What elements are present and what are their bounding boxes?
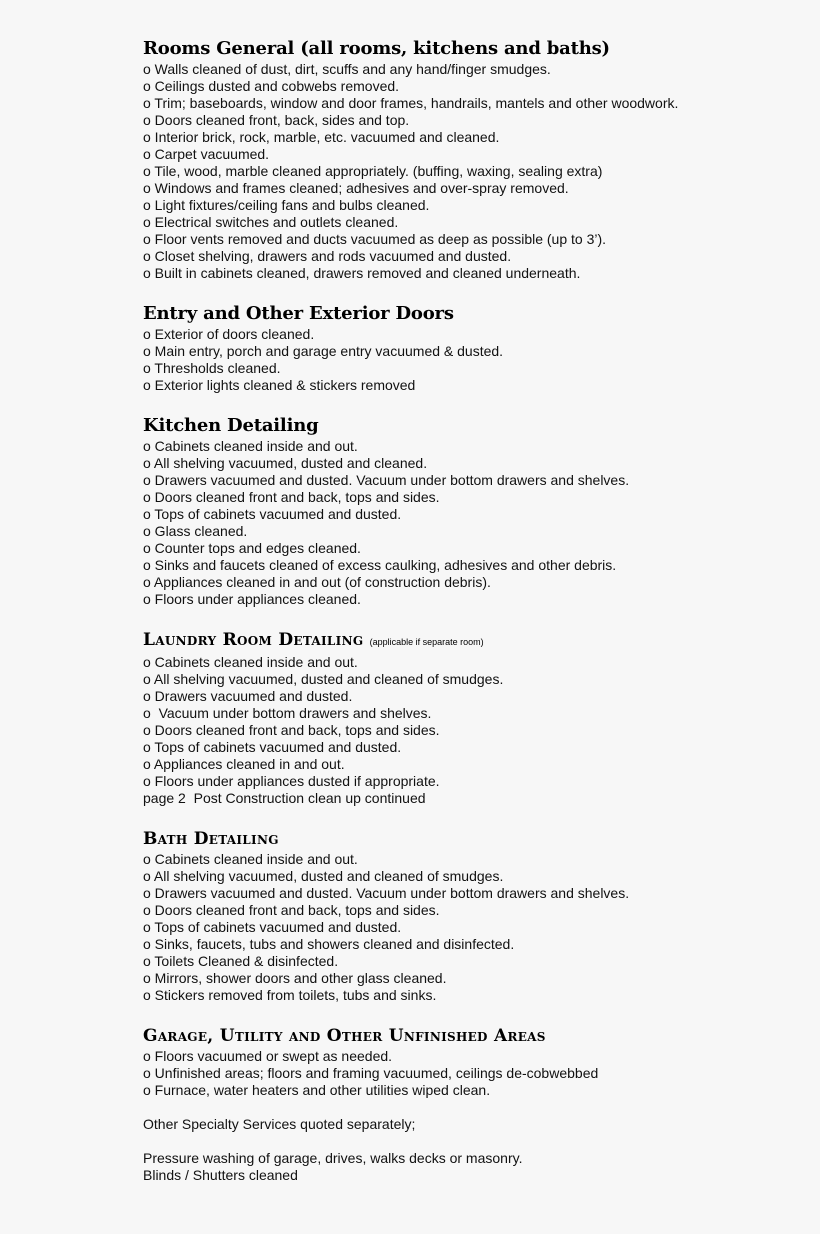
spacer bbox=[143, 1133, 803, 1150]
list-item: o All shelving vacuumed, dusted and cleaned. bbox=[143, 455, 428, 471]
list-item: o Carpet vacuumed. bbox=[143, 146, 270, 162]
list-item: o Floor vents removed and ducts vacuumed as deep as possible (up to 3’). bbox=[143, 231, 607, 247]
list-item: o Tops of cabinets vacuumed and dusted. bbox=[143, 506, 402, 522]
list-item: o Drawers vacuumed and dusted. Vacuum under bottom drawers and shelves. bbox=[143, 885, 630, 901]
document-page bbox=[143, 37, 803, 1184]
list-item: o Doors cleaned front and back, tops and sides. bbox=[143, 489, 440, 505]
checklist bbox=[143, 438, 803, 608]
section-note: (applicable if separate room) bbox=[369, 637, 484, 647]
checklist bbox=[143, 326, 803, 394]
list-item: o Doors cleaned front and back, tops and sides. bbox=[143, 902, 440, 918]
list-item: o Light fixtures/ceiling fans and bulbs cleaned. bbox=[143, 197, 430, 213]
list-item: o Trim; baseboards, window and door frames, handrails, mantels and other woodwork. bbox=[143, 95, 679, 111]
page-marker: page 2 Post Construction clean up continued bbox=[143, 790, 426, 806]
list-item: o Main entry, porch and garage entry vacuumed & dusted. bbox=[143, 343, 504, 359]
list-item: o Cabinets cleaned inside and out. bbox=[143, 654, 358, 670]
list-item: o Toilets Cleaned & disinfected. bbox=[143, 953, 339, 969]
list-item: o Doors cleaned front, back, sides and top. bbox=[143, 112, 410, 128]
section-heading: Rooms General (all rooms, kitchens and baths) bbox=[143, 38, 610, 59]
list-item: o All shelving vacuumed, dusted and cleaned of smudges. bbox=[143, 671, 504, 687]
list-item: o All shelving vacuumed, dusted and cleaned of smudges. bbox=[143, 868, 504, 884]
section-heading-text: Laundry Room Detailing bbox=[143, 630, 364, 650]
spacer bbox=[143, 1099, 803, 1116]
section-heading: Entry and Other Exterior Doors bbox=[143, 303, 454, 324]
section-heading bbox=[143, 628, 803, 654]
section-kitchen bbox=[143, 414, 803, 608]
list-item: o Mirrors, shower doors and other glass cleaned. bbox=[143, 970, 447, 986]
list-item: o Sinks and faucets cleaned of excess caulking, adhesives and other debris. bbox=[143, 557, 617, 573]
list-item: o Drawers vacuumed and dusted. bbox=[143, 688, 353, 704]
list-item: o Appliances cleaned in and out (of construction debris). bbox=[143, 574, 491, 590]
list-item: o Cabinets cleaned inside and out. bbox=[143, 851, 358, 867]
specialty-item: Blinds / Shutters cleaned bbox=[143, 1167, 298, 1183]
section-laundry bbox=[143, 628, 803, 807]
list-item: o Built in cabinets cleaned, drawers removed and cleaned underneath. bbox=[143, 265, 581, 281]
checklist bbox=[143, 654, 803, 807]
list-item: o Ceilings dusted and cobwebs removed. bbox=[143, 78, 400, 94]
list-item: o Drawers vacuumed and dusted. Vacuum under bottom drawers and shelves. bbox=[143, 472, 630, 488]
list-item: o Tile, wood, marble cleaned appropriately. (buffing, waxing, sealing extra) bbox=[143, 163, 603, 179]
list-item: o Exterior lights cleaned & stickers removed bbox=[143, 377, 416, 393]
specialty-intro: Other Specialty Services quoted separately; bbox=[143, 1116, 416, 1132]
list-item: o Tops of cabinets vacuumed and dusted. bbox=[143, 919, 402, 935]
list-item: o Floors under appliances dusted if appropriate. bbox=[143, 773, 440, 789]
section-heading: Garage, Utility and Other Unfinished Areas bbox=[143, 1026, 546, 1046]
list-item: o Exterior of doors cleaned. bbox=[143, 326, 315, 342]
section-bath bbox=[143, 827, 803, 1004]
list-item: o Appliances cleaned in and out. bbox=[143, 756, 345, 772]
checklist bbox=[143, 61, 803, 282]
list-item: o Stickers removed from toilets, tubs and sinks. bbox=[143, 987, 437, 1003]
list-item: o Windows and frames cleaned; adhesives and over-spray removed. bbox=[143, 180, 569, 196]
list-item: o Glass cleaned. bbox=[143, 523, 248, 539]
list-item: o Counter tops and edges cleaned. bbox=[143, 540, 361, 556]
list-item: o Walls cleaned of dust, dirt, scuffs and any hand/finger smudges. bbox=[143, 61, 551, 77]
list-item: o Floors vacuumed or swept as needed. bbox=[143, 1048, 393, 1064]
list-item: o Floors under appliances cleaned. bbox=[143, 591, 361, 607]
list-item: o Thresholds cleaned. bbox=[143, 360, 281, 376]
list-item: o Tops of cabinets vacuumed and dusted. bbox=[143, 739, 402, 755]
section-heading: Kitchen Detailing bbox=[143, 415, 319, 436]
list-item: o Doors cleaned front and back, tops and sides. bbox=[143, 722, 440, 738]
section-heading: Bath Detailing bbox=[143, 829, 279, 849]
checklist bbox=[143, 851, 803, 1004]
list-item: o Vacuum under bottom drawers and shelves. bbox=[143, 705, 432, 721]
list-item: o Sinks, faucets, tubs and showers cleaned and disinfected. bbox=[143, 936, 515, 952]
list-item: o Cabinets cleaned inside and out. bbox=[143, 438, 358, 454]
specialty-item: Pressure washing of garage, drives, walks decks or masonry. bbox=[143, 1150, 523, 1166]
list-item: o Interior brick, rock, marble, etc. vacuumed and cleaned. bbox=[143, 129, 500, 145]
list-item: o Unfinished areas; floors and framing vacuumed, ceilings de-cobwebbed bbox=[143, 1065, 599, 1081]
checklist bbox=[143, 1048, 803, 1099]
section-garage-utility bbox=[143, 1024, 803, 1184]
section-rooms-general bbox=[143, 37, 803, 282]
section-entry-doors bbox=[143, 302, 803, 394]
list-item: o Closet shelving, drawers and rods vacuumed and dusted. bbox=[143, 248, 512, 264]
list-item: o Furnace, water heaters and other utilities wiped clean. bbox=[143, 1082, 491, 1098]
list-item: o Electrical switches and outlets cleaned. bbox=[143, 214, 399, 230]
